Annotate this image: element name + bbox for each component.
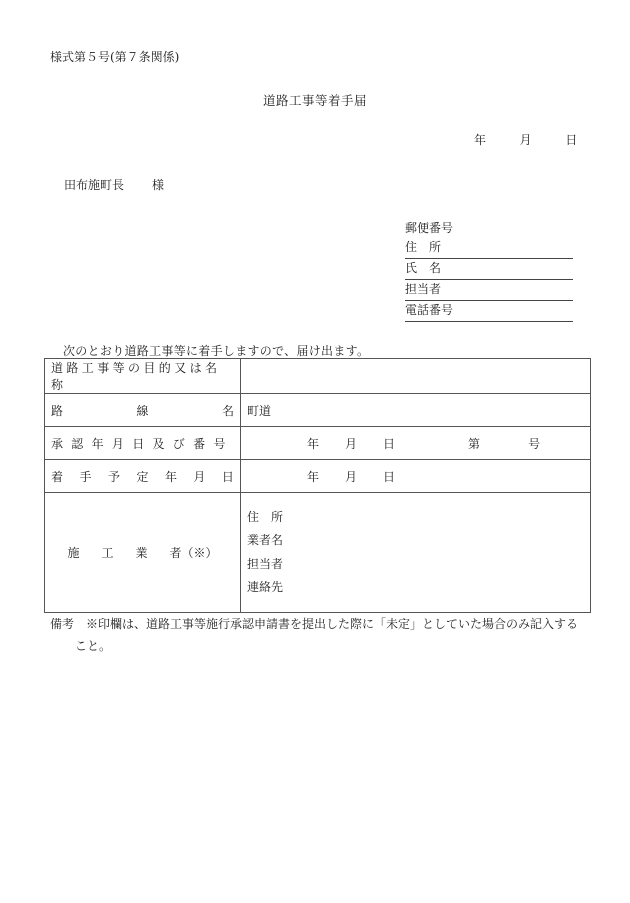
form-number: 様式第５号(第７条関係) bbox=[50, 50, 180, 64]
approval-number-prefix: 第 bbox=[468, 436, 481, 451]
contractor-contact[interactable]: 連絡先 bbox=[247, 580, 284, 594]
applicant-block bbox=[405, 219, 573, 322]
label-approval bbox=[45, 427, 241, 460]
label-part: 線 bbox=[136, 403, 149, 418]
date-month: 月 bbox=[519, 133, 532, 147]
value-contractor[interactable] bbox=[241, 493, 591, 613]
label-part: 工 bbox=[101, 546, 114, 560]
addressee-honorific: 様 bbox=[152, 178, 165, 192]
contractor-company-name[interactable]: 業者名 bbox=[247, 533, 284, 547]
applicant-phone[interactable]: 電話番号 bbox=[405, 301, 573, 322]
applicant-person-in-charge[interactable]: 担当者 bbox=[405, 280, 573, 301]
remarks-line-1: 備考 ※印欄は、道路工事等施行承認申請書を提出した際に「未定」としていた場合のみ記入する bbox=[50, 617, 579, 631]
start-year: 年 bbox=[307, 469, 320, 484]
submission-date bbox=[474, 131, 577, 148]
contractor-address[interactable]: 住 所 bbox=[247, 509, 284, 524]
label-part: 予 bbox=[107, 469, 120, 484]
label-part: 定 bbox=[136, 469, 149, 484]
label-part: 手 bbox=[79, 469, 92, 484]
contractor-person-in-charge[interactable]: 担当者 bbox=[247, 556, 284, 571]
construction-form-table bbox=[44, 358, 591, 613]
value-approval[interactable] bbox=[241, 427, 591, 460]
table-row-purpose bbox=[45, 359, 591, 394]
value-start-date[interactable] bbox=[241, 460, 591, 493]
remarks bbox=[50, 613, 590, 657]
approval-year: 年 bbox=[307, 436, 320, 451]
addressee-name: 田布施町長 bbox=[64, 178, 125, 192]
label-part: 年 bbox=[164, 469, 177, 484]
label-part: 業 bbox=[135, 546, 148, 560]
label-text: 道路工事等の目的又は名称 bbox=[51, 361, 221, 392]
applicant-address[interactable]: 住 所 bbox=[405, 238, 573, 259]
intro-text: 次のとおり道路工事等に着手しますので、届け出ます。 bbox=[63, 344, 370, 358]
label-part: 日 bbox=[221, 469, 234, 484]
applicant-name[interactable]: 氏 名 bbox=[405, 259, 573, 280]
date-year: 年 bbox=[474, 133, 487, 147]
label-part: 月 bbox=[193, 469, 206, 484]
table-row-approval bbox=[45, 427, 591, 460]
label-part: 路 bbox=[51, 403, 64, 418]
value-route[interactable]: 町道 bbox=[241, 394, 591, 427]
date-day: 日 bbox=[565, 133, 578, 147]
label-start-date bbox=[45, 460, 241, 493]
start-day: 日 bbox=[383, 469, 396, 484]
label-purpose bbox=[45, 359, 241, 394]
table-row-start-date bbox=[45, 460, 591, 493]
approval-number-suffix: 号 bbox=[528, 436, 541, 451]
label-text: 承認年月日及び番号 bbox=[51, 436, 234, 451]
applicant-postal-code[interactable]: 郵便番号 bbox=[405, 221, 454, 235]
remarks-line-2: こと。 bbox=[75, 639, 112, 653]
label-part: 施 bbox=[67, 546, 80, 560]
label-part: 着 bbox=[51, 469, 64, 484]
table-row-contractor bbox=[45, 493, 591, 613]
value-purpose[interactable] bbox=[241, 359, 591, 394]
approval-day: 日 bbox=[383, 436, 396, 451]
addressee bbox=[64, 176, 164, 193]
approval-month: 月 bbox=[345, 436, 358, 451]
start-month: 月 bbox=[345, 469, 358, 484]
table-row-route bbox=[45, 394, 591, 427]
label-part: 者（※） bbox=[169, 546, 218, 560]
document-title: 道路工事等着手届 bbox=[262, 93, 367, 108]
label-contractor bbox=[45, 493, 241, 613]
label-route bbox=[45, 394, 241, 427]
label-part: 名 bbox=[221, 403, 234, 418]
